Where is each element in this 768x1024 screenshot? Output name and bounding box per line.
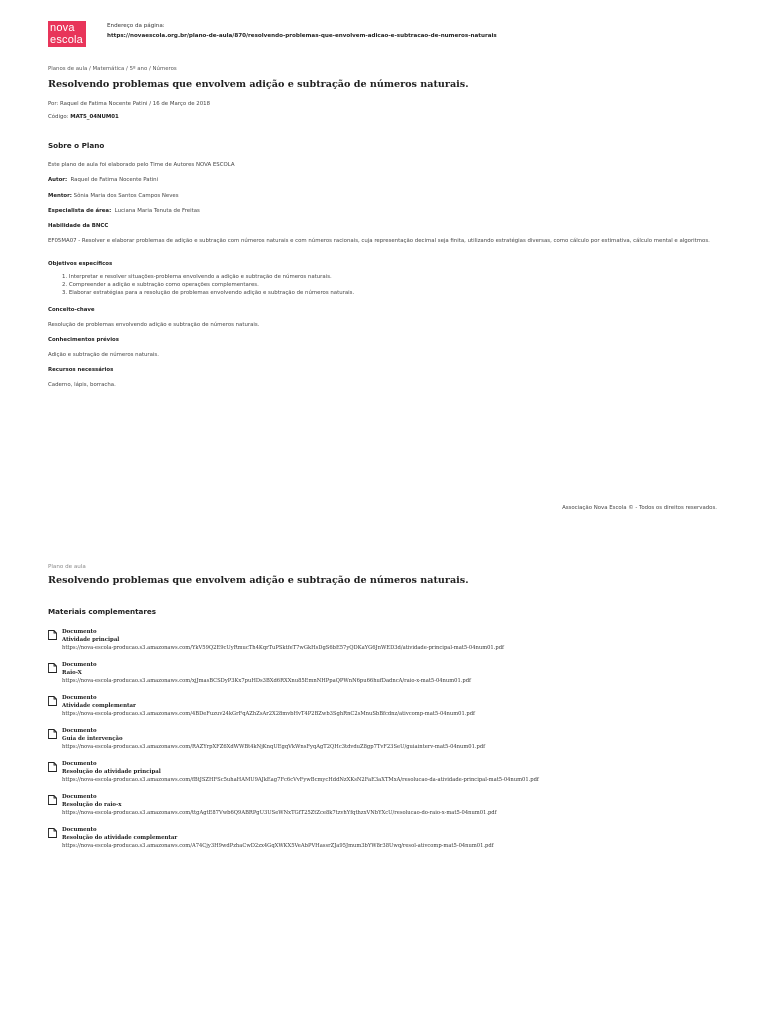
page-title-2: Resolvendo problemas que envolvem adição e subtração de números naturais. xyxy=(48,575,469,586)
plan-code xyxy=(48,114,119,120)
material-name: Resolução do atividade complementar xyxy=(62,835,178,841)
material-name: Atividade complementar xyxy=(62,703,136,709)
resources-heading: Recursos necessários xyxy=(48,367,114,373)
author-line xyxy=(48,177,158,183)
document-icon xyxy=(48,696,57,706)
material-link[interactable]: https://nova-escola-producao.s3.amazonaws.com/ttgAgtE87Vwb6Q9ABRPgU3USeWNxTGfT25ZtZce8k7tzvhYfqthzxVNbYXcU/resolucao-do-raio-x-mat5-04num01.pdf xyxy=(62,810,497,816)
material-kind: Documento xyxy=(62,761,97,767)
bncc-heading: Habilidade da BNCC xyxy=(48,223,109,229)
page-address xyxy=(107,21,497,41)
nova-escola-logo[interactable] xyxy=(48,21,86,47)
breadcrumb: Planos de aula / Matemática / 5º ano / Números xyxy=(48,66,177,72)
address-url[interactable]: https://novaescola.org.br/plano-de-aula/870/resolvendo-problemas-que-envolvem-adicao-e-subtracao-de-numeros-naturais xyxy=(107,33,497,39)
logo-line-2: escola xyxy=(50,34,83,46)
specialist-value: Luciana Maria Tenuta de Freitas xyxy=(114,208,200,214)
material-item[interactable] xyxy=(48,761,728,789)
byline: Por: Raquel de Fatima Nocente Patini / 16 de Março de 2018 xyxy=(48,101,211,107)
material-name: Atividade principal xyxy=(62,637,120,643)
objective-item: 2. Compreender a adição e subtração como operações complementares. xyxy=(62,282,259,288)
prior-knowledge-text: Adição e subtração de números naturais. xyxy=(48,352,159,358)
material-item[interactable] xyxy=(48,662,728,690)
resources-text: Caderno, lápis, borracha. xyxy=(48,382,116,388)
material-name: Resolução do raio-x xyxy=(62,802,122,808)
specialist-line xyxy=(48,208,200,214)
code-label: Código: xyxy=(48,114,69,120)
document-icon xyxy=(48,663,57,673)
objective-item: 1. Interpretar e resolver situações-problema envolvendo a adição e subtração de números naturais. xyxy=(62,274,332,280)
document-icon xyxy=(48,762,57,772)
about-heading: Sobre o Plano xyxy=(48,141,105,150)
material-kind: Documento xyxy=(62,728,97,734)
material-name: Guia de intervenção xyxy=(62,736,123,742)
address-label: Endereço da página: xyxy=(107,23,165,29)
author-label: Autor: xyxy=(48,177,68,183)
material-item[interactable] xyxy=(48,794,728,822)
copyright-footer: Associação Nova Escola © - Todos os direitos reservados. xyxy=(562,505,717,511)
mentor-line xyxy=(48,193,179,199)
material-name: Raio-X xyxy=(62,670,82,676)
material-link[interactable]: https://nova-escola-producao.s3.amazonaws.com/4BDeFuzuv24kGrFqAZhZsAr2X28mvbHvT4P2BZwb3SghRnC2sMnuSbBfcdnz/ativcomp-mat5-04num01.pdf xyxy=(62,711,475,717)
material-link[interactable]: https://nova-escola-producao.s3.amazonaws.com/RAZYrpXFZ6XdWWBt4kNjKnqUEgqVkWnsFyqAgT2QHc3tdvduZ8gp7TvF23SeU/guiainterv-mat5-04num01.pdf xyxy=(62,744,486,750)
mentor-label: Mentor: xyxy=(48,193,72,199)
material-item[interactable] xyxy=(48,629,728,657)
document-icon xyxy=(48,828,57,838)
about-text: Este plano de aula foi elaborado pelo Time de Autores NOVA ESCOLA xyxy=(48,162,235,168)
specialist-label: Especialista de área: xyxy=(48,208,112,214)
code-value: MAT5_04NUM01 xyxy=(70,114,119,120)
material-kind: Documento xyxy=(62,827,97,833)
material-item[interactable] xyxy=(48,728,728,756)
document-icon xyxy=(48,795,57,805)
section-kicker: Plano de aula xyxy=(48,564,86,570)
concept-heading: Conceito-chave xyxy=(48,307,95,313)
objectives-list xyxy=(62,273,354,297)
mentor-value: Sônia Maria dos Santos Campos Neves xyxy=(73,193,179,199)
material-item[interactable] xyxy=(48,827,728,855)
document-icon xyxy=(48,630,57,640)
material-kind: Documento xyxy=(62,695,97,701)
material-kind: Documento xyxy=(62,629,97,635)
prior-knowledge-heading: Conhecimentos prévios xyxy=(48,337,119,343)
material-link[interactable]: https://nova-escola-producao.s3.amazonaws.com/YkV59Q2E9cUyRmucTh4KqrTuPSktfeT7wGkHsDgS6bE57yQDKaYG6JnWED3d/atividade-principal-mat5-04num01.pdf xyxy=(62,645,504,651)
material-link[interactable]: https://nova-escola-producao.s3.amazonaws.com/fBtJSZHFSc5uhaHAMU9AJkEag7Fc6cVvFywBcmycHddNzXKsN2FaE3aXTMxA/resolucao-da-atividade-principal-mat5-04num01.pdf xyxy=(62,777,539,783)
material-item[interactable] xyxy=(48,695,728,723)
logo-line-1: nova xyxy=(50,22,75,34)
concept-text: Resolução de problemas envolvendo adição e subtração de números naturais. xyxy=(48,322,260,328)
author-value: Raquel de Fatima Nocente Patini xyxy=(70,177,159,183)
material-link[interactable]: https://nova-escola-producao.s3.amazonaws.com/A74Cjy3H9wdPzhaCwD2zx4GqXWKX5VeAbPVHassrZJa95Jmum3bYW8r38Uwq/resol-ativcomp-mat5-04num01.pdf xyxy=(62,843,494,849)
objective-item: 3. Elaborar estratégias para a resolução de problemas envolvendo adição e subtração de números naturais. xyxy=(62,290,355,296)
material-kind: Documento xyxy=(62,794,97,800)
material-kind: Documento xyxy=(62,662,97,668)
bncc-text: EF05MA07 - Resolver e elaborar problemas de adição e subtração com números naturais e com números racionais, cuja representação decimal seja finita, utilizando estratégias diversas, como cálculo por estimativa, cálculo mental e algoritmos. xyxy=(48,238,710,244)
objectives-heading: Objetivos específicos xyxy=(48,261,113,267)
material-link[interactable]: https://nova-escola-producao.s3.amazonaws.com/xjJmasBCSDyP3Kx7puHDs3BXd6RXXnu85EmnNHPpaQPWnN6pu66hufDadncA/raio-x-mat5-04num01.pdf xyxy=(62,678,471,684)
page-title: Resolvendo problemas que envolvem adição e subtração de números naturais. xyxy=(48,79,469,90)
materials-heading: Materiais complementares xyxy=(48,607,157,616)
document-icon xyxy=(48,729,57,739)
material-name: Resolução do atividade principal xyxy=(62,769,161,775)
